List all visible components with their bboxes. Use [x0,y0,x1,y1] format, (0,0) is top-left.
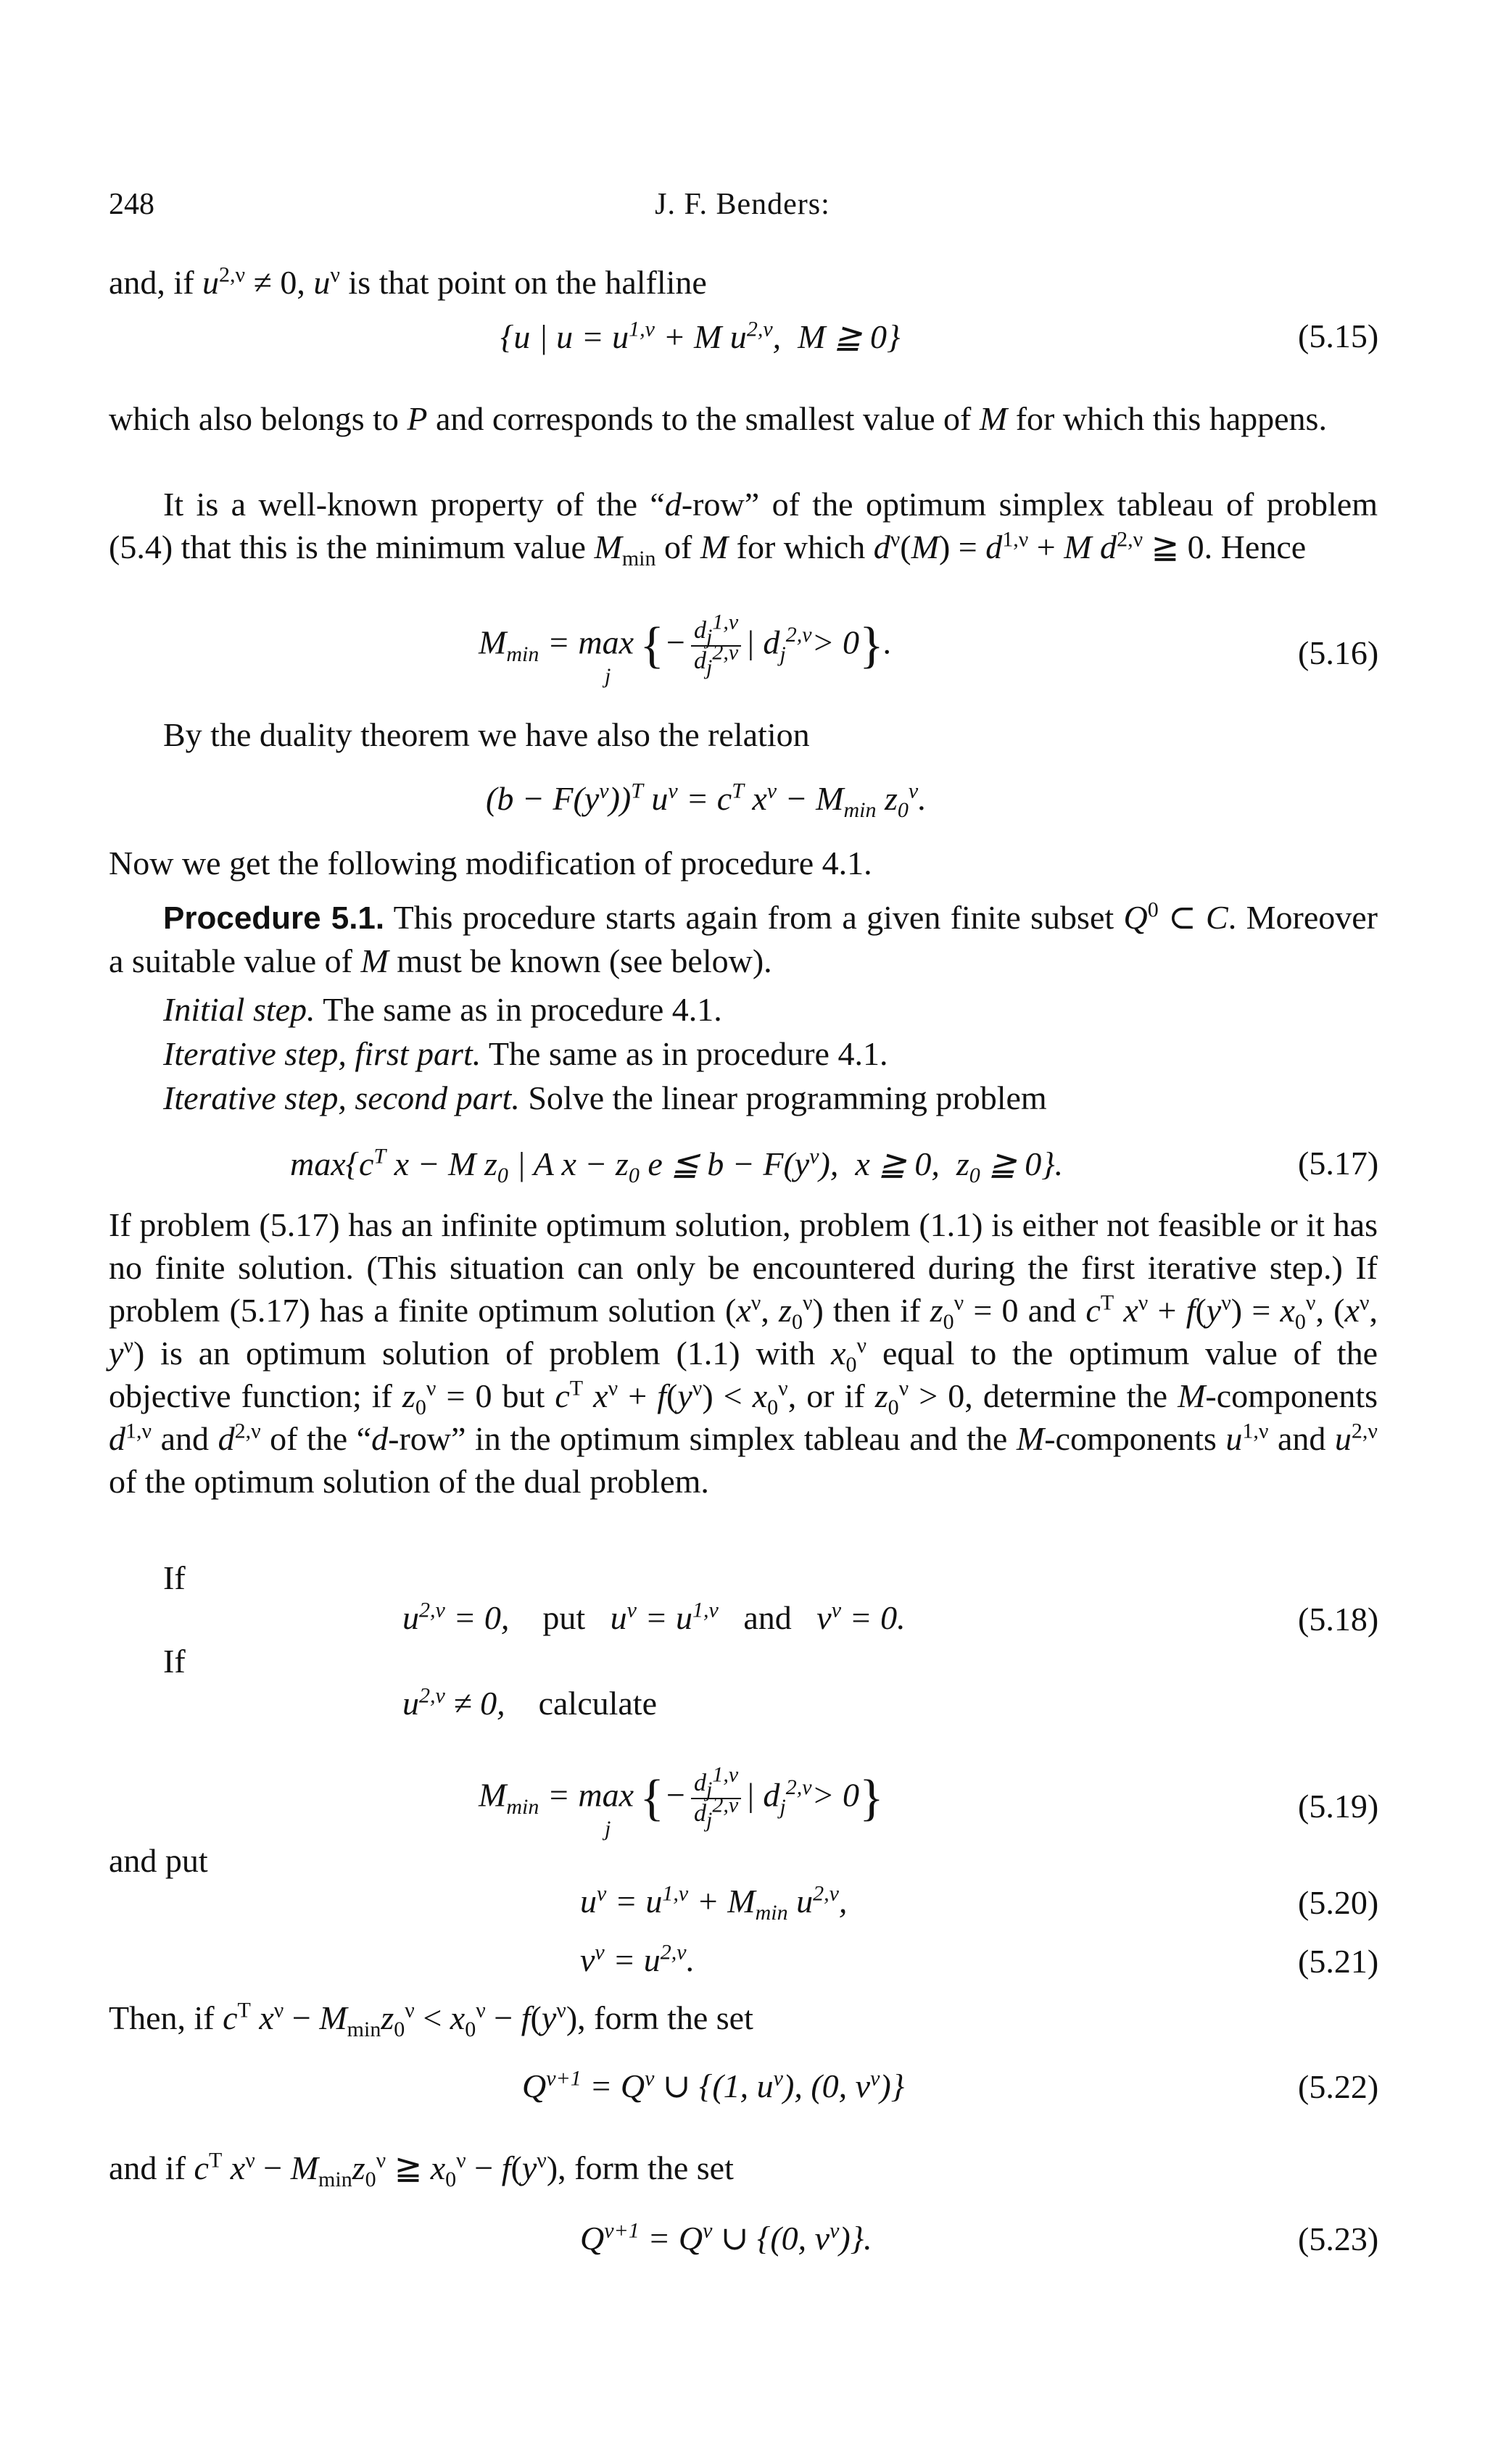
equation-5-20: $u^\nu = u^{1,\nu} + M_{min}$ $u^{2,\nu}$, [580,1881,848,1925]
paragraph-duality: By the duality theorem we have also the relation [163,716,810,753]
equation-number-5-17: (5.17) [1298,1145,1379,1182]
if-label-2: If [163,1643,186,1680]
equation-number-5-19: (5.19) [1298,1788,1379,1825]
equation-5-21: $v^\nu = u^{2,\nu}$. [580,1940,695,1978]
iter1-text: The same as in procedure 4.1. [488,1035,888,1072]
if-label-1: If [163,1559,186,1596]
put-word: put [542,1599,586,1636]
and-put-label: and put [109,1842,208,1879]
equation-5-16: $M_{min} = \max_j\{-$ $\frac{d_j^{1,\nu}}{d_j^{2,\nu}}$ | $d_j^{2,\nu}> 0$}. [479,610,893,688]
paragraph-then: Then, if $c^T$ $x^\nu - M_{min}z_0^\nu < x_0^\nu - f(y^\nu)$, form the set [109,1998,753,2042]
and-word: and [743,1599,792,1636]
iterative-step-first [163,1034,888,1073]
iter2-label: Iterative step, second part. [163,1079,520,1116]
calculate-word: calculate [538,1685,658,1722]
paragraph-smallest-value: which also belongs to P and corresponds to the smallest value of M for which this happens. [109,400,1327,437]
paragraph-infinite-optimum: If problem (5.17) has an infinite optimum solution, problem (1.1) is either not feasible or it has no finite solution. (This situation can only be encountered during the first iterative step.) If problem (5.17) has a finite optimum solution ($x^\nu$, $z_0^\nu$) then if $z_0^\nu = 0$ and $c^T$ $x^\nu + f(y^\nu) = x_0^\nu$, ($x^\nu$, $y^\nu$) is an optimum solution of problem (1.1) with $x_0^\nu$ equal to the optimum value of the objective function; if $z_0^\nu = 0$ but $c^T$ $x^\nu + f(y^\nu) < x_0^\nu$, or if $z_0^\nu > 0$, determine the M-components $d^{1,\nu}$ and $d^{2,\nu}$ of the “d-row” in the optimum simplex tableau and the M-components $u^{1,\nu}$ and $u^{2,\nu}$ of the optimum solution of the dual problem. [109,1206,1378,1500]
iterative-step-second [163,1079,1047,1117]
paragraph-and-if: and if $c^T$ $x^\nu - M_{min}z_0^\nu$ ≧ $x_0^\nu - f(y^\nu)$, form the set [109,2148,734,2192]
initial-step-text: The same as in procedure 4.1. [323,991,722,1028]
initial-step [163,990,722,1029]
iter1-label: Iterative step, first part. [163,1035,481,1072]
iter2-text: Solve the linear programming problem [528,1079,1047,1116]
equation-5-19: $M_{min} = \max_j\{-$ $\frac{d_j^{1,\nu}}{d_j^{2,\nu}}$ | $d_j^{2,\nu}> 0$} [479,1762,884,1841]
equation-5-15: {u | $u = u^{1,\nu} + M$ $u^{2,\nu}$, M ≧ 0} [500,317,901,355]
paragraph-intro: and, if $u^{2,\nu} \ne 0$, $u^\nu$ is that point on the halfline [109,262,707,301]
procedure-5-1: Procedure 5.1. This procedure starts again from a given finite subset $Q^0$ ⊂ C. Moreover a suitable value of M must be known (see below). [109,897,1378,979]
page-number: 248 [109,188,154,221]
equation-calculate: $u^{2,\nu} \ne 0$, calculate [402,1683,658,1722]
equation-5-23: $Q^{\nu+1} = Q^\nu$ ∪ {(0, $v^\nu$)}. [580,2218,872,2257]
equation-number-5-20: (5.20) [1298,1884,1379,1921]
equation-number-5-22: (5.22) [1298,2068,1379,2105]
equation-number-5-15: (5.15) [1298,318,1379,354]
equation-number-5-18: (5.18) [1298,1601,1379,1638]
equation-number-5-23: (5.23) [1298,2220,1379,2257]
running-title: J. F. Benders: [655,188,830,221]
paragraph-modification: Now we get the following modification of procedure 4.1. [109,845,872,882]
equation-duality-relation: $(b - F(y^\nu))^T$ $u^\nu = c^T$ $x^\nu - M_{min}$ $z_0^\nu$. [486,779,927,823]
equation-5-22: $Q^{\nu+1} = Q^\nu$ ∪ {(1, $u^\nu$), (0, $v^\nu$)} [522,2066,905,2104]
equation-5-18: $u^{2,\nu} = 0$, put $u^\nu = u^{1,\nu}$ and $v^\nu = 0$. [402,1598,906,1636]
equation-5-17: $\max\{c^T$ x − M $z_0$ | A $x - z_0$ e ≦ $b - F(y^\nu)$, x ≧ 0, $z_0$ ≧ 0}. [290,1144,1064,1188]
initial-step-label: Initial step. [163,991,315,1028]
paragraph-d-row: It is a well-known property of the “d-row” of the optimum simplex tableau of problem (5.4) that this is the minimum value $M_{min}$ of M for which $d^\nu(M) = d^{1,\nu} + M$ $d^{2,\nu}$ ≧ 0. Hence [109,486,1378,571]
equation-number-5-21: (5.21) [1298,1943,1379,1980]
equation-number-5-16: (5.16) [1298,634,1379,671]
procedure-label: Procedure 5.1. [163,900,385,936]
